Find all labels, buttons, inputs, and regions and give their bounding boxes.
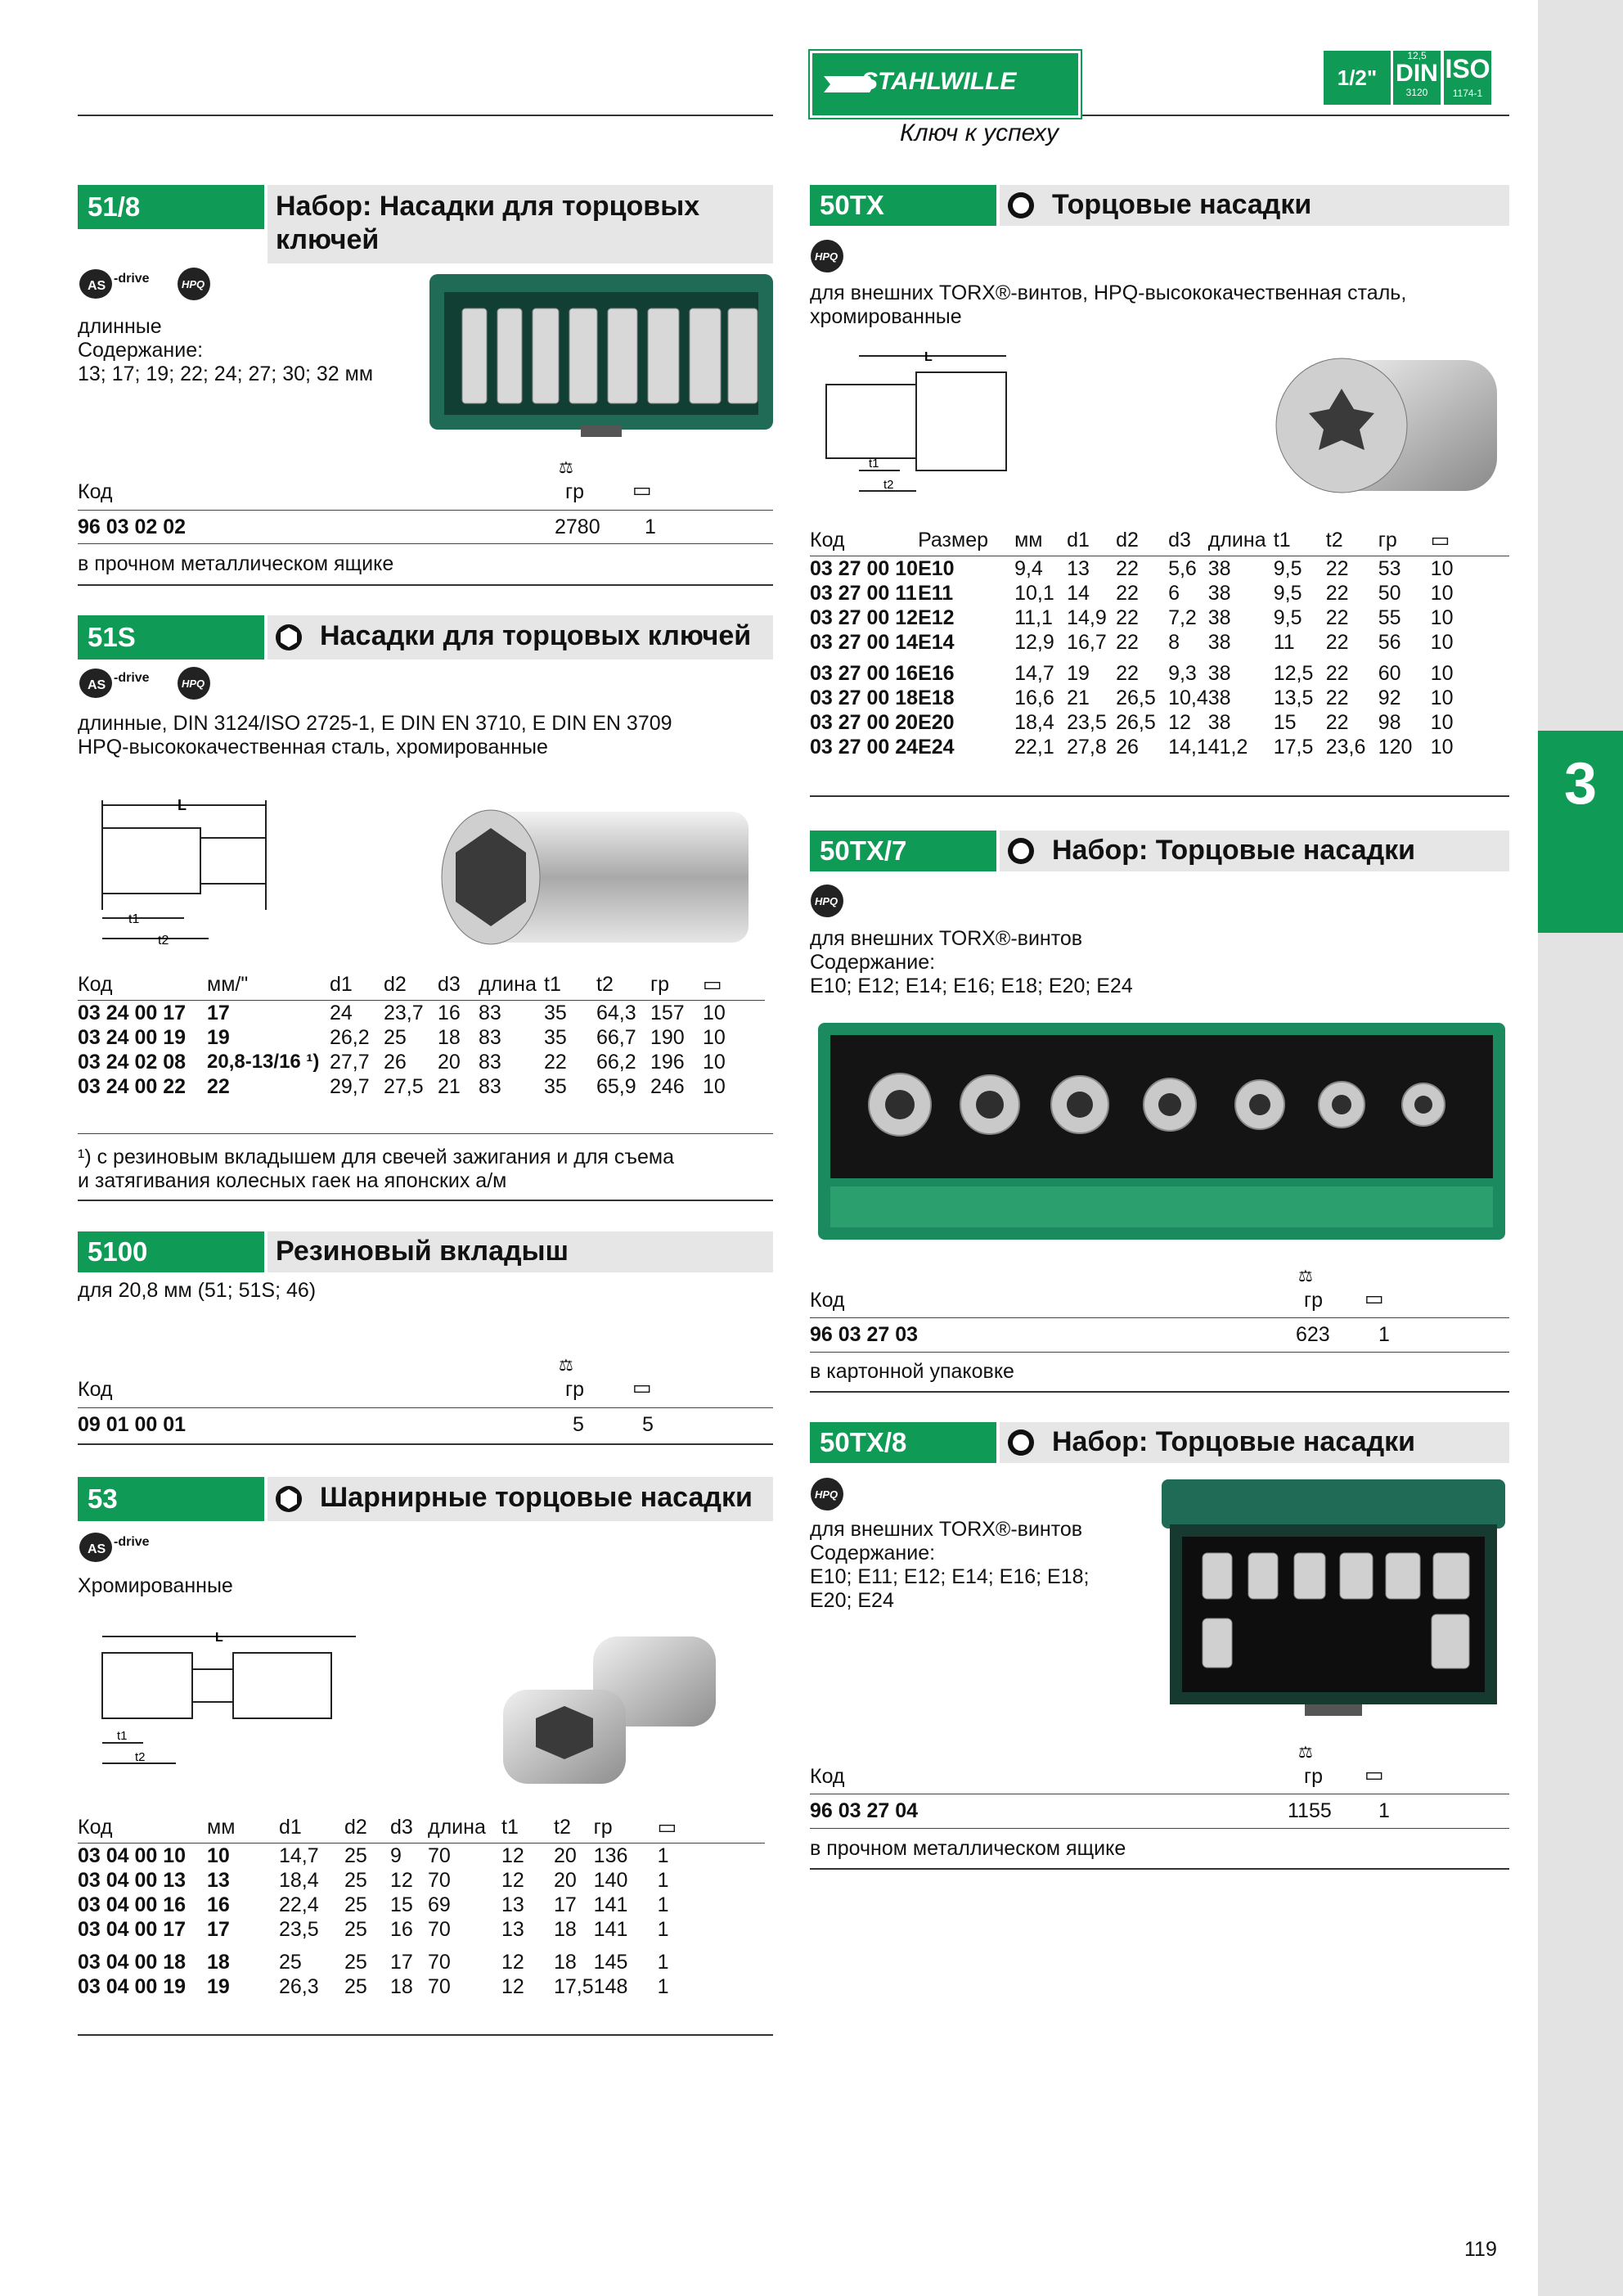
- as-drive-icon: [78, 666, 233, 700]
- col-d1-header: d1: [330, 973, 353, 996]
- col-d2-header: d2: [384, 973, 407, 996]
- svg-text:L: L: [215, 1631, 223, 1645]
- svg-text:AS: AS: [88, 279, 106, 293]
- chapter-tab[interactable]: 3: [1538, 731, 1623, 933]
- table-row: 03 24 00 22 22 29,7 27,5 21 83 35 65,9 246 10: [78, 1075, 726, 1098]
- col-d1-header: d1: [279, 1816, 302, 1839]
- section-title: [1000, 1422, 1509, 1463]
- desc-2: Содержание:: [78, 339, 204, 362]
- package-icon: ▭: [632, 1376, 652, 1399]
- section-end-rule: [78, 1200, 773, 1201]
- desc-2: HPQ-высококачественная сталь, хромированные: [78, 736, 548, 759]
- table-row: 03 27 00 16 E16 14,7 19 22 9,3 38 12,5 22 60 10: [810, 662, 1454, 685]
- col-size-header: мм/": [207, 973, 249, 996]
- table-row: 03 04 00 18 18 25 25 17 70 12 18 145 1: [78, 1951, 669, 1974]
- socket-53-table: [78, 1815, 765, 1999]
- torx-set-case-image: [1162, 1479, 1505, 1717]
- section-code: 53: [78, 1477, 264, 1521]
- col-code-header: Код: [78, 973, 113, 996]
- weight-value: 2780: [555, 515, 600, 538]
- col-size-header: Размер: [918, 529, 989, 551]
- svg-text:t1: t1: [869, 457, 879, 470]
- col-code-header: Код: [810, 1289, 845, 1312]
- as-drive-icon: [78, 1530, 168, 1564]
- drive-size-badge: 1/2": [1324, 51, 1391, 105]
- desc-2: Содержание:: [810, 1542, 936, 1564]
- package-icon: ▭: [1364, 1287, 1384, 1310]
- desc-2: хромированные: [810, 305, 962, 328]
- table-row: 03 27 00 18 E18 16,6 21 26,5 10,4 38 13,5 22 92 10: [810, 687, 1454, 709]
- brand-logo: [810, 51, 1081, 118]
- desc: Хромированные: [78, 1574, 233, 1597]
- package-icon: ▭: [703, 973, 722, 996]
- section-code: 5100: [78, 1231, 264, 1272]
- section-end-rule: [810, 795, 1509, 797]
- hpq-icon: [810, 884, 846, 918]
- section-title: [268, 615, 773, 660]
- section-51-8-header: [78, 185, 773, 255]
- section-end-rule: [78, 2034, 773, 2036]
- section-51s-header: [78, 615, 773, 660]
- col-weight-header: гр: [593, 1816, 613, 1839]
- torx-drive-icon: [1006, 191, 1036, 220]
- iso-label: ISO: [1445, 54, 1490, 83]
- weight-icon: ⚖: [1298, 1744, 1313, 1762]
- universal-socket-image: [429, 1624, 773, 1796]
- rule: [78, 543, 773, 544]
- col-t2-header: t2: [554, 1816, 571, 1839]
- col-t1-header: t1: [544, 973, 561, 996]
- section-end-rule: [810, 1868, 1509, 1870]
- col-code-header: Код: [810, 1765, 845, 1788]
- section-end-rule: [78, 584, 773, 586]
- col-d1-header: d1: [1067, 529, 1090, 551]
- desc-3: 13; 17; 19; 22; 24; 27; 30; 32 мм: [78, 362, 374, 385]
- col-d2-header: d2: [344, 1816, 367, 1839]
- desc-1: длинные: [78, 315, 162, 338]
- desc-3: E10; E11; E12; E14; E16; E18;: [810, 1565, 1090, 1588]
- hpq-icon: [810, 1477, 846, 1511]
- col-t1-header: t1: [1273, 529, 1291, 551]
- torx-socket-image: [1268, 344, 1505, 503]
- weight-value: 623: [1296, 1323, 1330, 1346]
- table-row: 03 24 00 19 19 26,2 25 18 83 35 66,7 190 10: [78, 1026, 726, 1049]
- svg-text:t2: t2: [883, 478, 894, 492]
- table-row: 03 27 00 10 E10 9,4 13 22 5,6 38 9,5 22 53 10: [810, 557, 1454, 580]
- slogan: Ключ к успеху: [900, 119, 1059, 146]
- section-code: 50TX: [810, 185, 996, 226]
- table-row: 03 27 00 14 E14 12,9 16,7 22 8 38 11 22 56 10: [810, 631, 1454, 654]
- long-socket-image: [429, 795, 773, 951]
- svg-text:HPQ: HPQ: [182, 278, 205, 290]
- col-length-header: длина: [428, 1816, 486, 1839]
- packaging-note: в прочном металлическом ящике: [810, 1837, 1126, 1860]
- section-code: 51/8: [78, 185, 264, 229]
- col-torx-header: мм: [1014, 529, 1043, 551]
- weight-value: 1155: [1288, 1799, 1332, 1822]
- package-icon: ▭: [1430, 529, 1450, 551]
- section-code: 50TX/8: [810, 1422, 996, 1463]
- col-size-header: мм: [207, 1816, 236, 1839]
- svg-text:HPQ: HPQ: [815, 250, 838, 263]
- table-row: 03 24 02 08 20,8-13/16 ¹) 27,7 26 20 83 22 66,2 196 10: [78, 1051, 726, 1074]
- table-row: 03 24 00 17 17 24 23,7 16 83 35 64,3 157 10: [78, 1002, 726, 1024]
- socket-set-case-image: [429, 266, 773, 438]
- qty-value: 5: [642, 1413, 654, 1436]
- din-label: DIN: [1396, 60, 1438, 87]
- col-weight-header: гр: [1304, 1765, 1324, 1788]
- col-length-header: длина: [1207, 529, 1266, 551]
- col-d3-header: d3: [1168, 529, 1191, 551]
- svg-text:-drive: -drive: [114, 272, 150, 286]
- table-row: 03 04 00 17 17 23,5 25 16 70 13 18 141 1: [78, 1918, 669, 1941]
- table-row: 03 04 00 16 16 22,4 25 15 69 13 17 141 1: [78, 1893, 669, 1916]
- section-53-header: [78, 1477, 773, 1521]
- desc-1: для внешних TORX®-винтов: [810, 927, 1083, 950]
- section-title: [268, 1477, 773, 1521]
- col-length-header: длина: [479, 973, 537, 996]
- article-code: 96 03 02 02: [78, 515, 187, 538]
- iso-badge: [1444, 51, 1491, 105]
- col-weight-header: гр: [1304, 1289, 1324, 1312]
- section-title: [1000, 185, 1509, 226]
- col-code-header: Код: [78, 1378, 113, 1401]
- col-weight-header: гр: [565, 1378, 585, 1401]
- section-title-text: Насадки для торцовых ключей: [320, 620, 752, 651]
- footnote: ¹) с резиновым вкладышем для свечей зажигания и для съема: [78, 1146, 675, 1168]
- package-icon: ▭: [657, 1816, 677, 1839]
- packaging-note: в картонной упаковке: [810, 1360, 1014, 1383]
- svg-text:L: L: [178, 797, 187, 813]
- section-50tx-header: [810, 185, 1509, 226]
- col-weight-header: гр: [565, 480, 585, 503]
- desc: для 20,8 мм (51; 51S; 46): [78, 1279, 317, 1302]
- torx-drive-icon: [1006, 1428, 1036, 1457]
- svg-text:-drive: -drive: [114, 1535, 150, 1549]
- col-d3-header: d3: [438, 973, 461, 996]
- col-d2-header: d2: [1116, 529, 1139, 551]
- article-code: 96 03 27 04: [810, 1799, 919, 1822]
- section-title: Набор: Насадки для торцовых ключей: [268, 185, 773, 263]
- desc-2: Содержание:: [810, 951, 936, 974]
- svg-text:t1: t1: [117, 1729, 128, 1743]
- torx-set-tray-image: [818, 1023, 1505, 1240]
- torx-socket-drawing: [810, 348, 1047, 503]
- footnote: и затягивания колесных гаек на японских а/м: [78, 1169, 507, 1192]
- section-title-text: Набор: Торцовые насадки: [1052, 1426, 1416, 1457]
- section-title: [1000, 831, 1509, 871]
- universal-socket-drawing: [78, 1628, 364, 1776]
- col-code-header: Код: [810, 529, 845, 551]
- table-row: 03 27 00 12 E12 11,1 14,9 22 7,2 38 9,5 22 55 10: [810, 606, 1454, 629]
- svg-text:AS: AS: [88, 678, 106, 692]
- qty-value: 1: [1378, 1323, 1390, 1346]
- table-row: 03 27 00 24 E24 22,1 27,8 26 14,1 41,2 17,5 23,6 120 10: [810, 736, 1454, 759]
- col-weight-header: гр: [1378, 529, 1397, 551]
- section-end-rule: [810, 1391, 1509, 1393]
- header-rule-left: [78, 115, 773, 116]
- desc-1: для внешних TORX®-винтов, HPQ-высококачественная сталь,: [810, 281, 1407, 304]
- table-row: 03 04 00 13 13 18,4 25 12 70 12 20 140 1: [78, 1869, 669, 1892]
- desc-4: E20; E24: [810, 1589, 894, 1612]
- col-t2-header: t2: [1325, 529, 1343, 551]
- qty-value: 1: [1378, 1799, 1390, 1822]
- svg-text:t1: t1: [128, 912, 140, 926]
- svg-text:AS: AS: [88, 1542, 106, 1556]
- weight-icon: ⚖: [559, 1357, 573, 1375]
- socket-dimension-drawing: [78, 795, 307, 951]
- din-badge: [1393, 51, 1441, 105]
- page-number: 119: [1464, 2238, 1497, 2261]
- section-title-text: Набор: Торцовые насадки: [1052, 835, 1416, 866]
- col-code-header: Код: [78, 480, 113, 503]
- as-drive-icon: [78, 267, 233, 301]
- article-code: 09 01 00 01: [78, 1413, 187, 1436]
- rule: [78, 1407, 773, 1408]
- rule: [78, 1133, 773, 1134]
- svg-text:HPQ: HPQ: [182, 678, 205, 690]
- section-50tx7-header: [810, 831, 1509, 871]
- din-sub: 3120: [1405, 87, 1428, 98]
- rule: [78, 510, 773, 511]
- svg-text:t2: t2: [135, 1750, 146, 1764]
- svg-text:HPQ: HPQ: [815, 1488, 838, 1501]
- weight-icon: ⚖: [1298, 1267, 1313, 1285]
- rule: [810, 1352, 1509, 1353]
- hex-drive-icon: [274, 1484, 303, 1514]
- table-row: 03 04 00 10 10 14,7 25 9 70 12 20 136 1: [78, 1844, 669, 1867]
- din-top: 12,5: [1407, 50, 1427, 61]
- section-code: 51S: [78, 615, 264, 660]
- table-row: 03 27 00 11 E11 10,1 14 22 6 38 9,5 22 50 10: [810, 582, 1454, 605]
- qty-value: 1: [645, 515, 656, 538]
- svg-text:t2: t2: [158, 934, 169, 948]
- socket-51s-table: [78, 972, 765, 1099]
- col-t2-header: t2: [596, 973, 614, 996]
- col-t1-header: t1: [501, 1816, 519, 1839]
- col-code-header: Код: [78, 1816, 113, 1839]
- svg-text:-drive: -drive: [114, 671, 150, 685]
- svg-text:HPQ: HPQ: [815, 895, 838, 907]
- section-50tx8-header: [810, 1422, 1509, 1463]
- package-icon: ▭: [632, 479, 652, 502]
- rule: [810, 1828, 1509, 1829]
- svg-text:L: L: [924, 350, 933, 364]
- desc-1: для внешних TORX®-винтов: [810, 1518, 1083, 1541]
- section-title-text: Торцовые насадки: [1052, 189, 1312, 220]
- table-row: 03 27 00 20 E20 18,4 23,5 26,5 12 38 15 22 98 10: [810, 711, 1454, 734]
- section-end-rule: [78, 1443, 773, 1445]
- section-title: Резиновый вкладыш: [268, 1231, 773, 1272]
- article-code: 96 03 27 03: [810, 1323, 919, 1346]
- torx-socket-table: [810, 528, 1509, 759]
- weight-icon: ⚖: [559, 459, 573, 477]
- brand-name: STAHLWILLE: [861, 68, 1017, 95]
- desc-1: длинные, DIN 3124/ISO 2725-1, E DIN EN 3710, E DIN EN 3709: [78, 712, 672, 735]
- col-weight-header: гр: [650, 973, 670, 996]
- torx-drive-icon: [1006, 836, 1036, 866]
- hpq-icon: [810, 239, 846, 273]
- section-5100-header: [78, 1231, 773, 1272]
- iso-sub: 1174-1: [1452, 88, 1483, 99]
- hex-drive-icon: [274, 623, 303, 652]
- packaging-note: в прочном металлическом ящике: [78, 552, 394, 575]
- section-title-text: Шарнирные торцовые насадки: [320, 1482, 753, 1513]
- header-rule-right: [1080, 115, 1509, 116]
- weight-value: 5: [573, 1413, 584, 1436]
- section-code: 50TX/7: [810, 831, 996, 871]
- desc-3: E10; E12; E14; E16; E18; E20; E24: [810, 975, 1133, 997]
- col-d3-header: d3: [390, 1816, 413, 1839]
- package-icon: ▭: [1364, 1763, 1384, 1786]
- side-strip: [1538, 0, 1623, 2296]
- table-row: 03 04 00 19 19 26,3 25 18 70 12 17,5 148 1: [78, 1975, 669, 1998]
- rule: [810, 1317, 1509, 1318]
